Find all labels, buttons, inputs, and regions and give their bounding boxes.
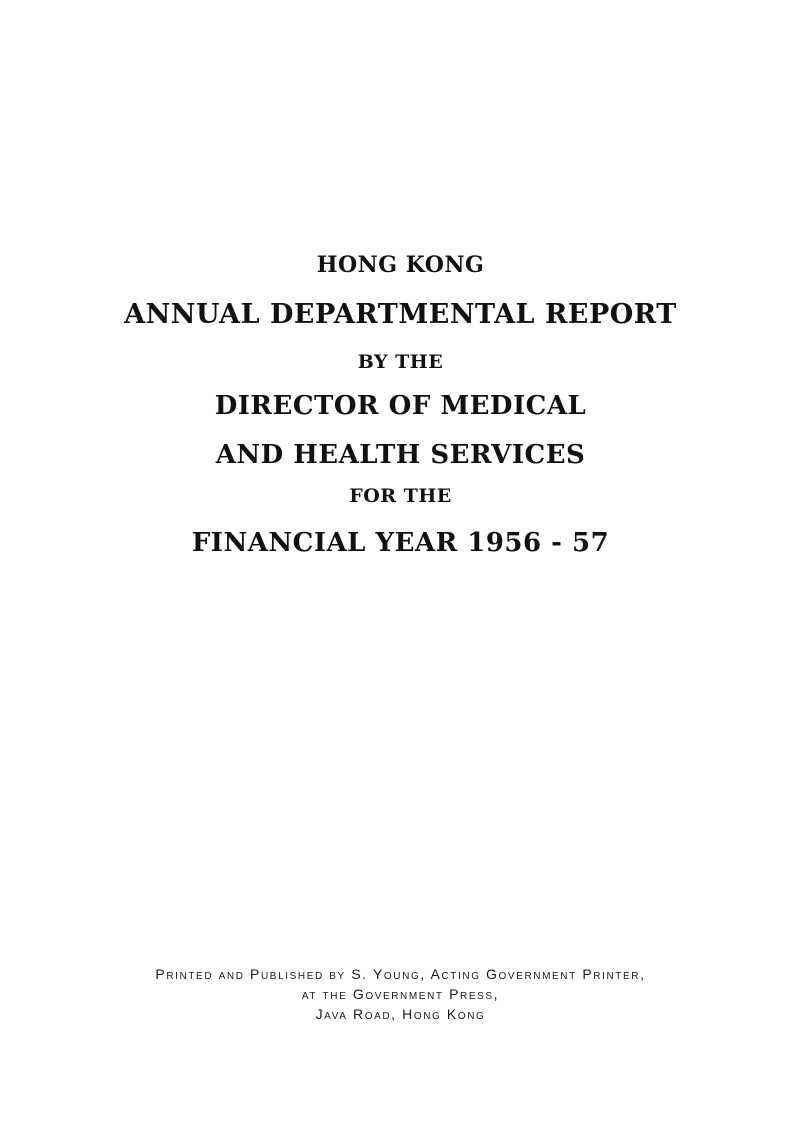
imprint-address-line: Java Road, Hong Kong — [315, 1006, 486, 1022]
report-type-heading: ANNUAL DEPARTMENTAL REPORT — [124, 299, 677, 330]
author-title-line-2: AND HEALTH SERVICES — [215, 440, 586, 470]
title-connector-for-the: FOR THE — [349, 485, 452, 507]
imprint-printer-line: Printed and Published by S. Young, Acting Government Printer, — [155, 966, 646, 982]
author-title-line-1: DIRECTOR OF MEDICAL — [214, 391, 587, 421]
colony-name: HONG KONG — [316, 252, 485, 278]
title-connector-by-the: BY THE — [357, 351, 444, 373]
financial-year-heading: FINANCIAL YEAR 1956 - 57 — [191, 528, 610, 558]
imprint-press-line: at the Government Press, — [301, 986, 500, 1002]
